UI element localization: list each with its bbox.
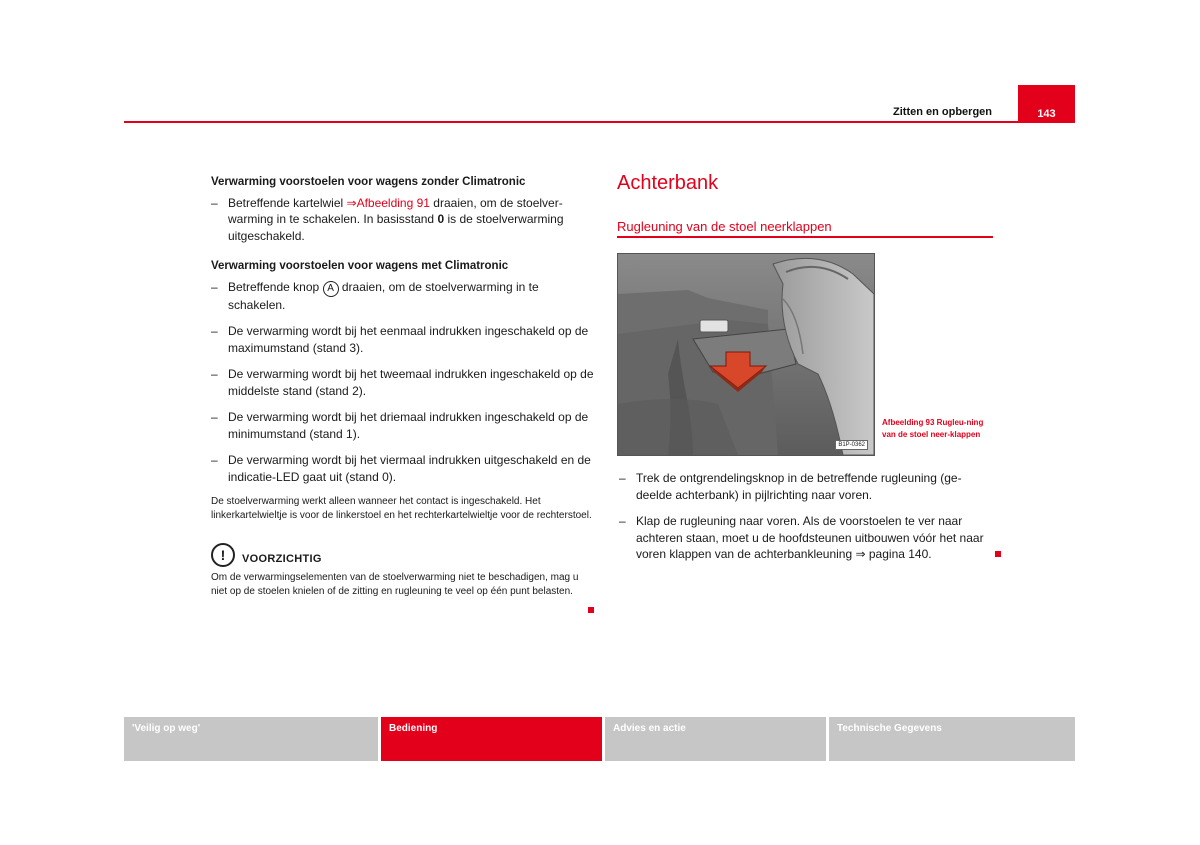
subheading-with-climatronic: Verwarming voorstoelen voor wagens met Climatronic (211, 260, 509, 272)
item-text: De verwarming wordt bij het tweemaal indrukken ingeschakeld op de middelste stand (stand 2). (228, 367, 594, 398)
tab-veilig-op-weg[interactable]: 'Veilig op weg' (124, 717, 378, 761)
knob-a-icon: A (323, 281, 339, 297)
item-text: Betreffende knop (228, 279, 323, 294)
item-text: draaien, om de stoelver-warming in te schakelen. In basisstand (228, 195, 563, 226)
dash: – (211, 195, 218, 210)
warning-title: VOORZICHTIG (242, 553, 322, 565)
bold-value: 0 (437, 212, 445, 226)
section-title: Zitten en opbergen (893, 106, 992, 118)
list-item (211, 323, 596, 356)
item-text: De verwarming wordt bij het viermaal indrukken uitgeschakeld en de indicatie-LED gaat uit (stand 0). (228, 453, 591, 484)
dash: – (211, 279, 218, 294)
item-text: is de stoelverwarming uitgeschakeld. (228, 212, 564, 243)
dash: – (211, 453, 218, 467)
subsection-heading: Rugleuning van de stoel neerklappen (617, 219, 832, 234)
left-column (211, 174, 596, 599)
dash: – (619, 514, 626, 528)
item-text: Betreffende kartelwiel (228, 195, 347, 210)
page-number: 143 (1037, 108, 1056, 120)
exclamation-icon: ! (211, 543, 235, 567)
tab-advies-en-actie[interactable]: Advies en actie (605, 717, 826, 761)
warning-text: Om de verwarmingselementen van de stoelverwarming niet te beschadigen, mag u niet op de stoelen knielen of de zitting en rugleuning te veel op één punt belasten. (211, 572, 579, 597)
figure-code: B1P-0362 (835, 440, 868, 450)
list-item (211, 195, 596, 245)
figure-caption: Afbeelding 93 Rugleu-ning van de stoel neer-klappen (882, 418, 984, 439)
figure-reference-link[interactable]: ⇒Afbeelding 91 (346, 195, 430, 210)
item-text: De verwarming wordt bij het eenmaal indrukken ingeschakeld op de maximumstand (stand 3). (228, 324, 589, 355)
item-text: De verwarming wordt bij het driemaal indrukken ingeschakeld op de minimumstand (stand 1). (228, 410, 589, 441)
header-rule (124, 121, 1075, 123)
release-button (700, 320, 728, 332)
section-heading: Achterbank (617, 172, 719, 194)
subheading-without-climatronic: Verwarming voorstoelen voor wagens zonder Climatronic (211, 176, 526, 188)
list-item (619, 470, 989, 503)
list-item (211, 452, 596, 485)
subsection-rule (617, 236, 993, 238)
list-item (211, 409, 596, 442)
list-item (211, 366, 596, 399)
end-of-section-marker (995, 551, 1001, 557)
tab-bediening[interactable]: Bediening (381, 717, 602, 761)
warning-header (211, 545, 596, 571)
dash: – (211, 367, 218, 381)
dash: – (211, 324, 218, 338)
rear-seat-figure (617, 253, 875, 456)
list-item (619, 513, 989, 563)
dash: – (619, 471, 626, 485)
item-text: Trek de ontgrendelingsknop in de betreffende rugleuning (ge-deelde achterbank) in pijlrichting naar voren. (636, 471, 962, 502)
right-column-steps (619, 470, 989, 573)
dash: – (211, 410, 218, 424)
seat-illustration (618, 254, 874, 455)
end-of-section-marker (588, 607, 594, 613)
item-text: Klap de rugleuning naar voren. Als de voorstoelen te ver naar achteren staan, moet u de hoofdsteunen uitbouwen vóór het naar voren klappen van de achterbankleuning ⇒ pagina 140. (636, 514, 984, 561)
note-text: De stoelverwarming werkt alleen wanneer het contact is ingeschakeld. Het linkerkartelwieltje is voor de linkerstoel en het rechterkartelwieltje voor de rechterstoel. (211, 496, 592, 521)
item-text: draaien, om de stoelverwarming in te schakelen. (228, 279, 539, 312)
list-item (211, 279, 596, 314)
page-number-tab (1018, 85, 1075, 123)
tab-technische-gegevens[interactable]: Technische Gegevens (829, 717, 1075, 761)
chapter-navigation (124, 717, 1075, 761)
